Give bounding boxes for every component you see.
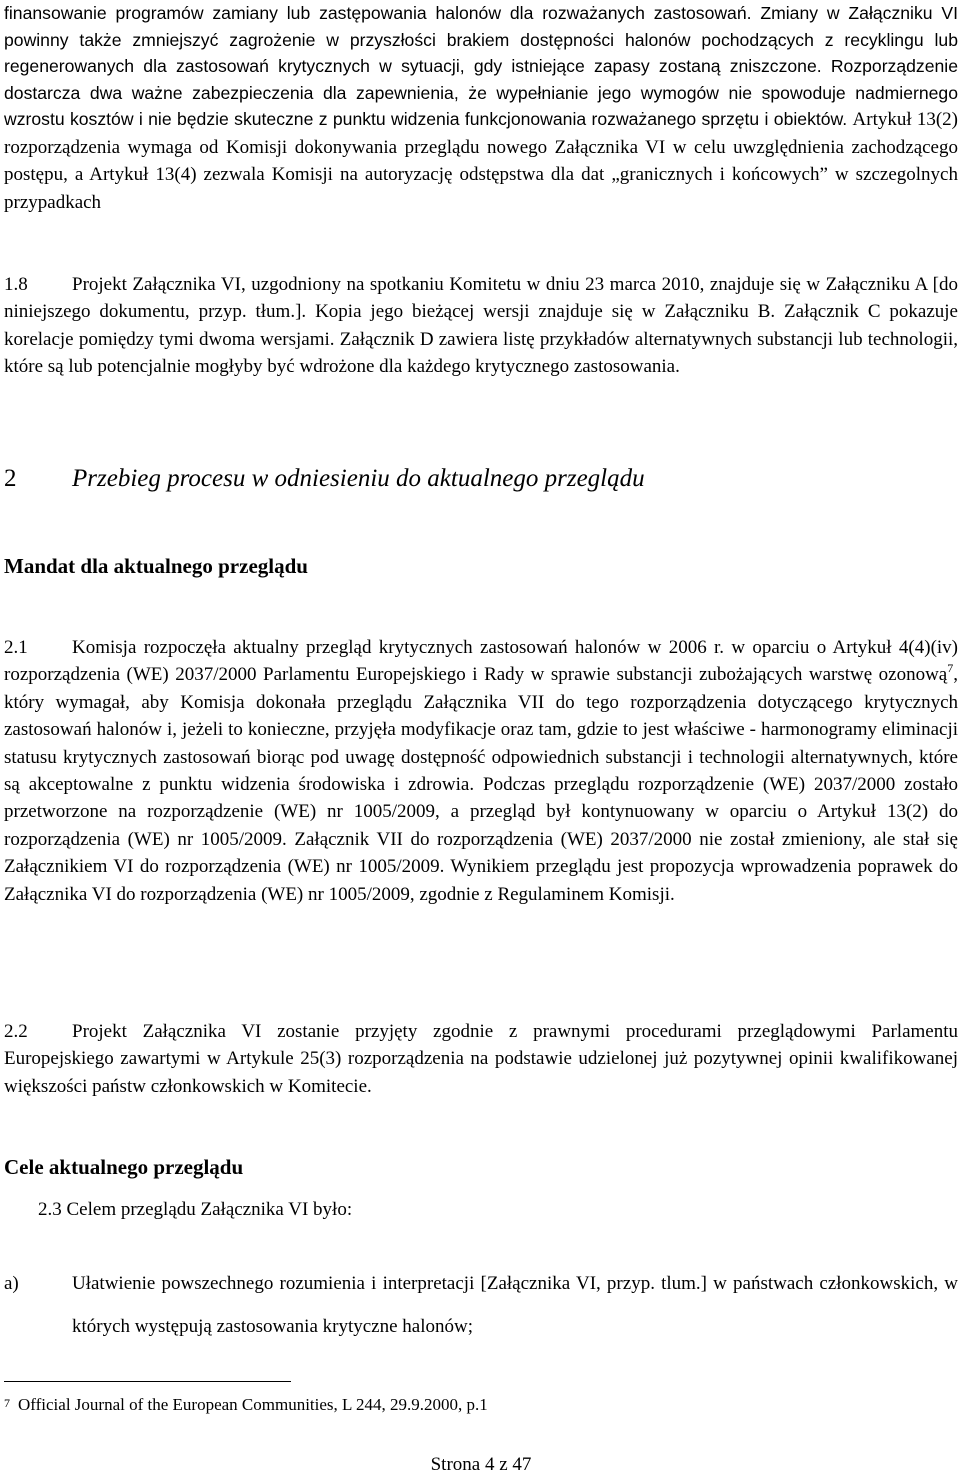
section-heading-2 (4, 462, 645, 496)
paragraph-continued (4, 0, 959, 213)
paragraph-2-2 (4, 1018, 958, 1100)
paragraph-2-1 (4, 634, 958, 908)
subheading-mandate: Mandat dla aktualnego przeglądu (4, 554, 308, 578)
footnote-text: Official Journal of the European Communities, L 244, 29.9.2000, p.1 (18, 1395, 488, 1414)
subheading-goals: Cele aktualnego przeglądu (4, 1155, 244, 1179)
paragraph-text: Projekt Załącznika VI zostanie przyjęty zgodnie z prawnymi procedurami przeglądowymi Parlamentu Europejskiego zawartymi w Artykule 25(3) rozporządzenia na podstawie udzielonej już pozytywnej opinii kwalifikowanej większości państw członkowskich w Komitecie. (4, 1021, 958, 1097)
paragraph-continued-sans-text: finansowanie programów zamiany lub zastępowania halonów dla rozważanych zastosowań. Zmiany w Załączniku VI powinny także zmniejszyć zagrożenie w przyszłości brakiem dostępności halonów pochodzących z recyklingu lub regenerowanych dla zastosowań krytycznych w sytuacji, gdy istniejące zapasy zostaną zniszczone. Rozporządzenie dostarcza dwa ważne zabezpieczenia dla zapewnienia, że wypełnianie jego wymogów nie spowoduje nadmiernego wzrostu kosztów i nie będzie skuteczne z punktu widzenia funkcjonowania rozważanego sprzętu i obiektów. (4, 3, 958, 129)
section-number: 2 (4, 465, 17, 492)
list-intro: 2.3 Celem przeglądu Załącznika VI było: (38, 1199, 353, 1220)
document-page (4, 0, 958, 1482)
paragraph-number: 2.1 (4, 637, 28, 658)
footnote-mark: 7 (4, 1396, 10, 1410)
section-title: Przebieg procesu w odniesieniu do aktualnego przeglądu (72, 465, 645, 492)
paragraph-number: 1.8 (4, 274, 28, 295)
paragraph-text: Projekt Załącznika VI, uzgodniony na spotkaniu Komitetu w dniu 23 marca 2010, znajduje się w Załączniku A [do niniejszego dokumentu, przyp. tłum.]. Kopia jego bieżącej wersji znajduje się w Załączniku B. Załącznik C pokazuje korelacje pomiędzy tymi dwoma wersjami. Załącznik D zawiera listę przykładów alternatywnych substancji lub technologii, które są lub potencjalnie mogłyby być wdrożone dla każdego krytycznego zastosowania. (4, 274, 958, 378)
paragraph-1-8 (4, 271, 958, 381)
list-marker: a) (4, 1273, 19, 1294)
list-item (4, 1262, 958, 1348)
list-item-text: Ułatwienie powszechnego rozumienia i interpretacji [Załącznika VI, przyp. tlum.] w państwach członkowskich, w których występują zastosowania krytyczne halonów; (72, 1273, 958, 1337)
paragraph-text-a: Komisja rozpoczęła aktualny przegląd krytycznych zastosowań halonów w 2006 r. w oparciu o Artykuł 4(4)(iv) rozporządzenia (WE) 2037/2000 Parlamentu Europejskiego i Rady w sprawie substancji zubożających warstwę ozonową (4, 637, 958, 686)
footnote (4, 1392, 488, 1418)
page-number: Strona 4 z 47 (430, 1454, 532, 1475)
paragraph-continued-serif-text: Artykuł 13(2) rozporządzenia wymaga od Komisji dokonywania przeglądu nowego Załącznika VI w celu uwzględnienia zachodzącego postępu, a Artykuł 13(4) zezwala Komisji na autoryzację odstępstwa dla dat „granicznych i końcowych” w szczegolnych przypadkach (4, 109, 959, 213)
paragraph-number: 2.2 (4, 1021, 28, 1042)
paragraph-text-b: , który wymagał, aby Komisja dokonała przeglądu Załącznika VII do tego rozporządzenia dotyczącego krytycznych zastosowań halonów i, jeżeli to konieczne, przyjęła modyfikacje oraz tam, gdzie to jest właściwe - harmonogramy eliminacji statusu krytycznych zastosowań biorąc pod uwagę dostępność odpowiednich substancji i technologii alternatywnych, które są akceptowalne z punktu widzenia środowiska i zdrowia. Podczas przeglądu rozporządzenie (WE) 2037/2000 zostało przetworzone na rozporządzenie (WE) nr 1005/2009, a przegląd był kontynuowany w oparciu o Artykuł 13(2) do rozporządzenia (WE) nr 1005/2009. Załącznik VII do rozporządzenia (WE) 2037/2000 nie został zmieniony, ale stał się Załącznikiem VI do rozporządzenia (WE) nr 1005/2009. Wynikiem przeglądu jest propozycja wprowadzenia poprawek do Załącznika VI do rozporządzenia (WE) nr 1005/2009, zgodnie z Regulaminem Komisji. (4, 664, 958, 905)
footnote-reference: 7 (947, 661, 954, 676)
footnote-divider (4, 1381, 291, 1382)
